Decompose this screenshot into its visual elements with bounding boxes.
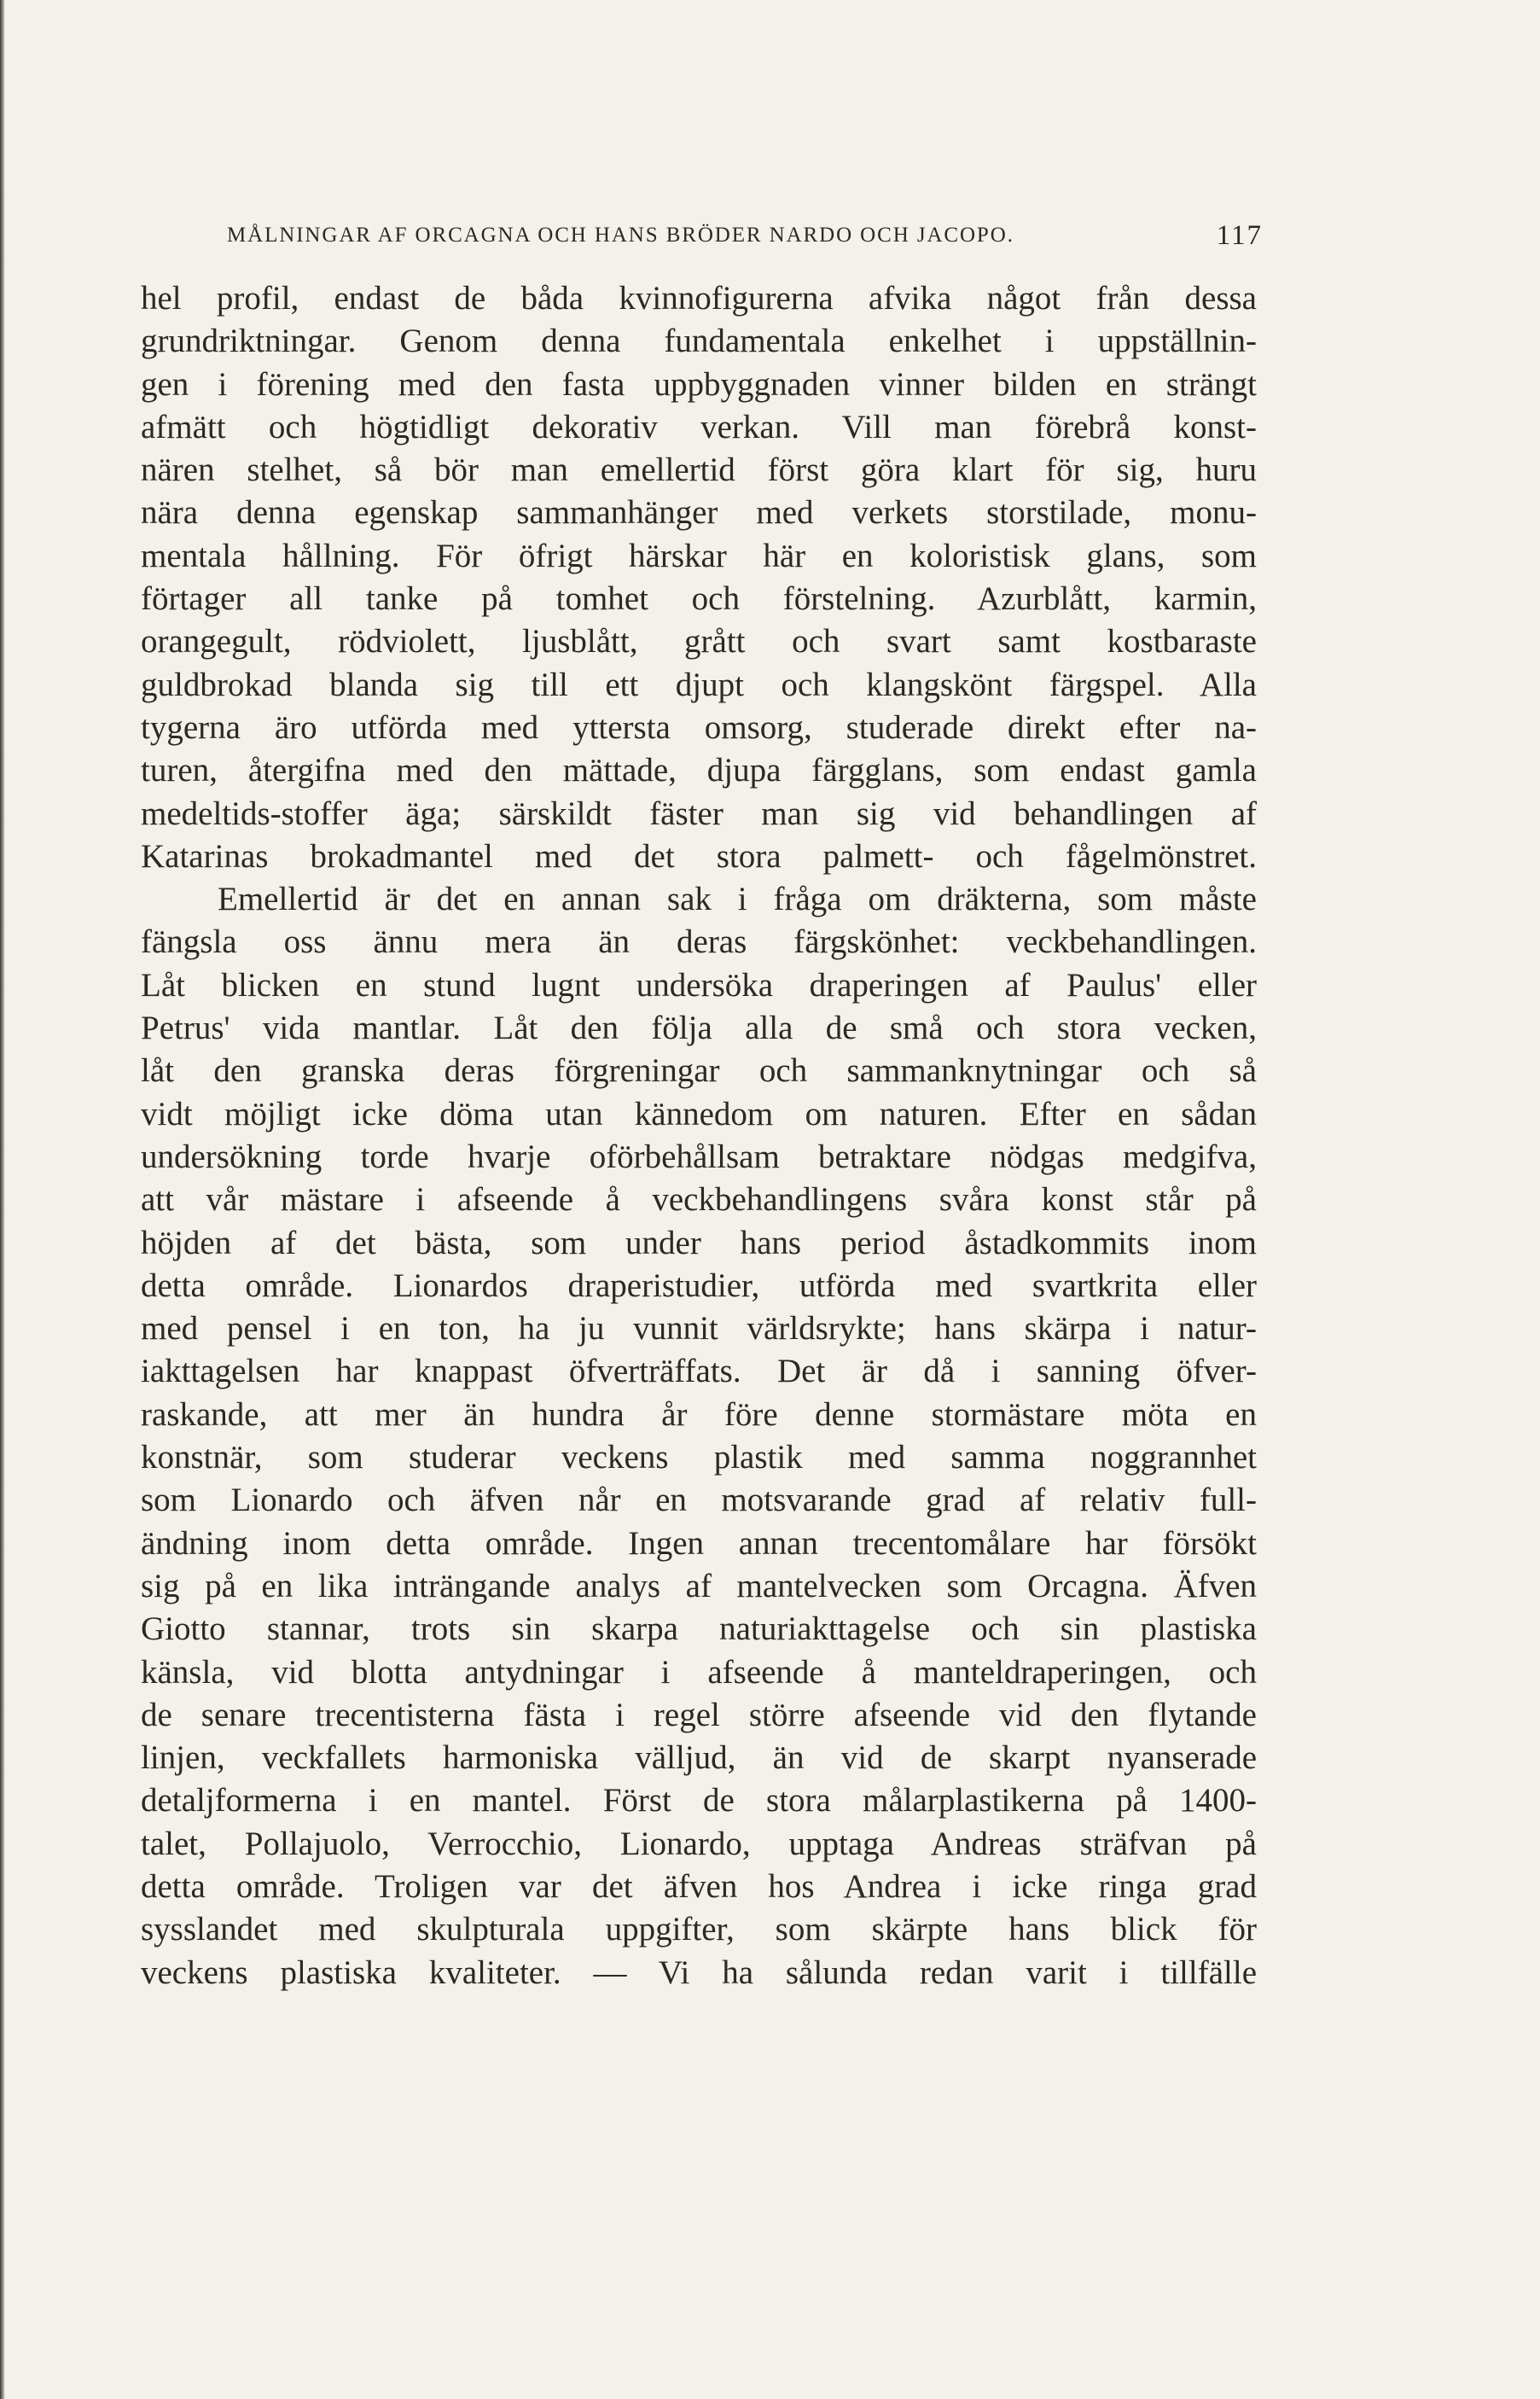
text-line: detaljformerna i en mantel. Först de stora målarplastikerna på 1400- bbox=[141, 1782, 1257, 1820]
text-line: som Lionardo och äfven når en motsvarande grad af relativ full- bbox=[141, 1482, 1257, 1519]
text-line: linjen, veckfallets harmoniska välljud, än vid de skarpt nyanserade bbox=[141, 1739, 1257, 1777]
header-title: MÅLNINGAR AF ORCAGNA OCH HANS BRÖDER NARDO OCH JACOPO. bbox=[227, 224, 1014, 247]
text-line: ändning inom detta område. Ingen annan trecentomålare har försökt bbox=[141, 1524, 1257, 1562]
text-line: sig på en lika inträngande analys af mantelvecken som Orcagna. Äfven bbox=[141, 1567, 1257, 1604]
text-line: medeltids-stoffer äga; särskildt fäster man sig vid behandlingen af bbox=[141, 795, 1257, 832]
body-text bbox=[141, 277, 1257, 1994]
text-line: Giotto stannar, trots sin skarpa naturiakttagelse och sin plastiska bbox=[141, 1610, 1257, 1648]
text-line: gen i förening med den fasta uppbyggnaden vinner bilden en strängt bbox=[141, 365, 1257, 403]
text-line: detta område. Troligen var det äfven hos Andrea i icke ringa grad bbox=[141, 1867, 1257, 1905]
text-line: afmätt och högtidligt dekorativ verkan. Vill man förebrå konst- bbox=[141, 408, 1257, 445]
text-line: undersökning torde hvarje oförbehållsam betraktare nödgas medgifva, bbox=[141, 1138, 1257, 1175]
text-line: grundriktningar. Genom denna fundamentala enkelhet i uppställnin- bbox=[141, 323, 1257, 360]
text-line: tygerna äro utförda med yttersta omsorg, studerade direkt efter na- bbox=[141, 708, 1257, 746]
text-line: turen, återgifna med den mättade, djupa färgglans, som endast gamla bbox=[141, 752, 1257, 789]
text-line: guldbrokad blanda sig till ett djupt och klangskönt färgspel. Alla bbox=[141, 666, 1257, 703]
text-line: talet, Pollajuolo, Verrocchio, Lionardo, upptaga Andreas sträfvan på bbox=[141, 1825, 1257, 1862]
text-line: fängsla oss ännu mera än deras färgskönhet: veckbehandlingen. bbox=[141, 923, 1257, 961]
text-line: iakttagelsen har knappast öfverträffats. Det är då i sanning öfver- bbox=[141, 1353, 1257, 1390]
page-edge-shadow bbox=[0, 0, 5, 2399]
text-line: förtager all tanke på tomhet och förstelning. Azurblått, karmin, bbox=[141, 580, 1257, 618]
text-line: att vår mästare i afseende å veckbehandlingens svåra konst står på bbox=[141, 1181, 1257, 1219]
text-line: med pensel i en ton, ha ju vunnit världsrykte; hans skärpa i natur- bbox=[141, 1310, 1257, 1348]
running-header bbox=[227, 220, 1263, 258]
text-line: Emellertid är det en annan sak i fråga om dräkterna, som måste bbox=[218, 881, 1257, 918]
text-line: de senare trecentisterna fästa i regel större afseende vid den flytande bbox=[141, 1696, 1257, 1733]
text-line: känsla, vid blotta antydningar i afseende å manteldraperingen, och bbox=[141, 1653, 1257, 1691]
text-line: Petrus' vida mantlar. Låt den följa alla de små och stora vecken, bbox=[141, 1010, 1257, 1047]
text-line: orangegult, rödviolett, ljusblått, grått och svart samt kostbaraste bbox=[141, 623, 1257, 661]
text-line: Låt blicken en stund lugnt undersöka draperingen af Paulus' eller bbox=[141, 966, 1257, 1004]
text-line: raskande, att mer än hundra år före denne stormästare möta en bbox=[141, 1395, 1257, 1433]
text-line: låt den granska deras förgreningar och sammanknytningar och så bbox=[141, 1052, 1257, 1090]
text-line: vidt möjligt icke döma utan kännedom om naturen. Efter en sådan bbox=[141, 1095, 1257, 1133]
text-line: sysslandet med skulpturala uppgifter, som skärpte hans blick för bbox=[141, 1911, 1257, 1948]
text-line: nära denna egenskap sammanhänger med verkets storstilade, monu- bbox=[141, 494, 1257, 532]
text-line: konstnär, som studerar veckens plastik med samma noggrannhet bbox=[141, 1439, 1257, 1476]
text-line: höjden af det bästa, som under hans period åstadkommits inom bbox=[141, 1224, 1257, 1261]
page-number: 117 bbox=[1216, 220, 1263, 251]
text-line: Katarinas brokadmantel med det stora palmett- och fågelmönstret. bbox=[141, 837, 1257, 875]
text-line: mentala hållning. För öfrigt härskar här en koloristisk glans, som bbox=[141, 537, 1257, 574]
text-line: detta område. Lionardos draperistudier, utförda med svartkrita eller bbox=[141, 1266, 1257, 1304]
text-line: nären stelhet, så bör man emellertid först göra klart för sig, huru bbox=[141, 451, 1257, 489]
text-line: veckens plastiska kvaliteter. — Vi ha sålunda redan varit i tillfälle bbox=[141, 1954, 1257, 1991]
text-line: hel profil, endast de båda kvinnofigurerna afvika något från dessa bbox=[141, 280, 1257, 317]
